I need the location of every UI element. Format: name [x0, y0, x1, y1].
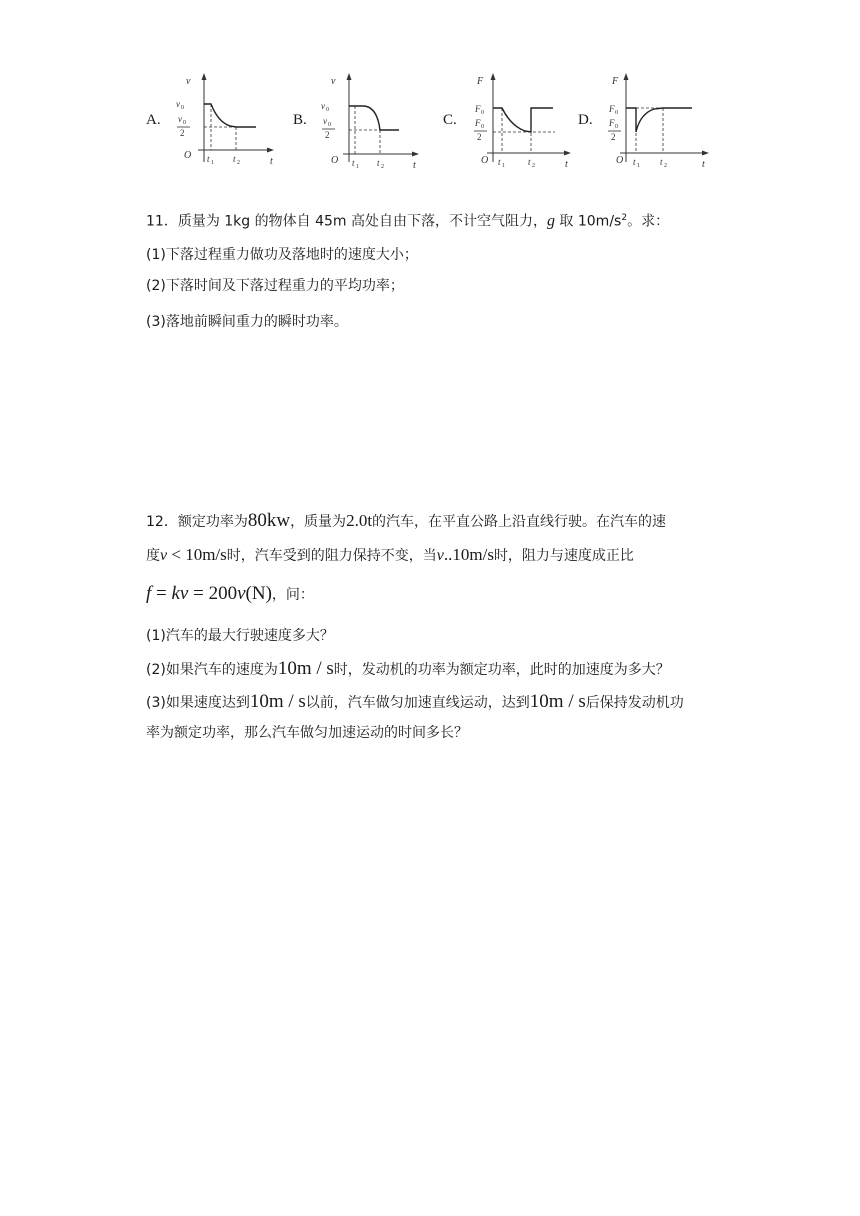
t2-sub: 2 — [237, 160, 240, 166]
x-axis-label: t — [270, 156, 273, 167]
x-axis-arrow — [564, 151, 571, 156]
y-axis-arrow — [491, 73, 496, 80]
q12-text: 的汽车，在平直公路上沿直线行驶。在汽车的速 — [372, 514, 667, 530]
q12-mass-value: 2.0t — [346, 511, 373, 530]
option-label: A. — [146, 112, 161, 128]
q12-line-3 — [146, 584, 314, 605]
q11-stem-text-3: 。求： — [627, 213, 670, 230]
half-value-num: v — [178, 114, 182, 124]
answer-options — [0, 70, 860, 180]
q11-superscript: 2 — [621, 213, 628, 223]
q11-part-1: (1)下落过程重力做功及落地时的速度大小； — [146, 247, 418, 263]
q12-part-1: (1)汽车的最大行驶速度多大？ — [146, 628, 334, 644]
option-a — [146, 70, 273, 180]
top-value-label: v — [176, 99, 180, 109]
option-c-graph — [463, 72, 573, 172]
half-value-sub: 0 — [481, 124, 484, 130]
top-value-sub: 0 — [181, 105, 184, 111]
graph-curve — [204, 104, 256, 127]
q12-v-symbol: v — [237, 583, 246, 604]
x-axis-label: t — [565, 159, 568, 170]
t2-label: t — [233, 154, 236, 164]
q12-power-value: 80kw — [247, 510, 291, 531]
q12-speed-value: 10m / s — [529, 691, 586, 712]
x-axis-arrow — [267, 148, 274, 153]
q12-line-1 — [146, 511, 666, 532]
q12-line-2 — [146, 545, 634, 566]
q12-v-symbol: v — [160, 547, 168, 564]
half-value-sub: 0 — [328, 122, 331, 128]
half-value-num: v — [323, 116, 327, 126]
q11-g-symbol: g — [546, 212, 555, 230]
option-a-graph — [174, 72, 274, 172]
t2-sub: 2 — [532, 163, 535, 169]
option-label: D. — [578, 112, 593, 128]
q11-part-2: (2)下落时间及下落过程重力的平均功率； — [146, 278, 404, 294]
q12-speed-condition: < 10m/s — [167, 545, 227, 564]
q12-text: 12．额定功率为 — [146, 514, 248, 530]
half-value-num: F — [475, 118, 481, 128]
q12-part-3 — [146, 692, 684, 713]
x-axis-arrow — [702, 151, 709, 156]
half-value-num: F — [609, 118, 615, 128]
q11-stem-text: 11．质量为 1kg 的物体自 45m 高处自由下落，不计空气阻力， — [146, 213, 547, 230]
q12-part-2 — [146, 659, 670, 680]
t2-label: t — [660, 157, 663, 167]
y-axis-arrow — [624, 73, 629, 80]
q11-stem-text-2: 取 10m/s — [554, 213, 622, 230]
origin-label: O — [184, 150, 192, 161]
half-value-den: 2 — [477, 132, 482, 142]
q12-equals: = — [151, 583, 172, 604]
q11-stem — [146, 208, 669, 232]
origin-label: O — [481, 155, 489, 166]
t2-label: t — [377, 158, 380, 168]
t1-sub: 1 — [211, 160, 214, 166]
q12-text: 以前，汽车做匀加速直线运动，达到 — [305, 695, 530, 711]
y-axis-label: F — [477, 76, 484, 87]
q11-part-3: (3)落地前瞬间重力的瞬时功率。 — [146, 314, 348, 330]
top-value-label: v — [321, 101, 325, 111]
t1-label: t — [207, 154, 210, 164]
t2-label: t — [528, 157, 531, 167]
q12-speed-condition-2: ..10m/s — [443, 545, 494, 564]
q12-text: 度 — [146, 548, 160, 564]
graph-curve — [349, 106, 399, 130]
x-axis-arrow — [412, 152, 419, 157]
half-value-den: 2 — [180, 128, 185, 138]
y-axis-arrow — [202, 73, 207, 80]
y-axis-label: v — [186, 76, 191, 87]
q12-text: (3)如果速度达到 — [146, 695, 250, 711]
option-label: B. — [293, 112, 307, 128]
origin-label: O — [616, 155, 624, 166]
x-axis-label: t — [702, 159, 705, 170]
option-label: C. — [443, 112, 457, 128]
q12-part-3-cont: 率为额定功率，那么汽车做匀加速运动的时间多长？ — [146, 725, 468, 741]
top-value-sub: 0 — [615, 110, 618, 116]
t1-label: t — [352, 158, 355, 168]
q12-v-symbol: v — [436, 547, 444, 564]
x-axis-label: t — [413, 160, 416, 171]
q12-f-symbol: f — [146, 583, 152, 604]
origin-label: O — [331, 155, 339, 166]
q12-text: 后保持发动机功 — [585, 695, 684, 711]
y-axis-arrow — [347, 73, 352, 80]
t1-sub: 1 — [502, 163, 505, 169]
q12-speed-value: 10m / s — [277, 658, 334, 679]
y-axis-label: v — [331, 76, 336, 87]
t1-label: t — [498, 157, 501, 167]
top-value-label: F — [475, 104, 481, 114]
option-b-graph — [319, 72, 419, 172]
half-value-den: 2 — [325, 130, 330, 140]
top-value-sub: 0 — [326, 107, 329, 113]
q12-text: 时，汽车受到的阻力保持不变，当 — [226, 548, 437, 564]
q12-text: 时，阻力与速度成正比 — [493, 548, 634, 564]
option-b — [293, 70, 423, 180]
q12-equals-value: = 200 — [188, 583, 238, 604]
top-value-sub: 0 — [481, 110, 484, 116]
graph-curve — [626, 108, 692, 132]
half-value-sub: 0 — [183, 120, 186, 126]
t1-sub: 1 — [637, 163, 640, 169]
q12-text: 时，发动机的功率为额定功率，此时的加速度为多大？ — [333, 662, 670, 678]
q12-unit: (N) — [245, 583, 272, 604]
option-c — [443, 70, 573, 180]
q12-text: (2)如果汽车的速度为 — [146, 662, 278, 678]
y-axis-label: F — [612, 76, 619, 87]
option-d-graph — [596, 72, 711, 172]
top-value-label: F — [609, 104, 615, 114]
q12-text: ，问： — [271, 587, 314, 603]
half-value-sub: 0 — [615, 124, 618, 130]
half-value-den: 2 — [611, 132, 616, 142]
option-d — [578, 70, 728, 180]
t2-sub: 2 — [664, 163, 667, 169]
t1-label: t — [633, 157, 636, 167]
t1-sub: 1 — [356, 164, 359, 170]
q12-text: ，质量为 — [290, 514, 347, 530]
t2-sub: 2 — [381, 164, 384, 170]
q12-kv-symbol: kv — [171, 583, 189, 604]
q12-speed-value: 10m / s — [249, 691, 306, 712]
